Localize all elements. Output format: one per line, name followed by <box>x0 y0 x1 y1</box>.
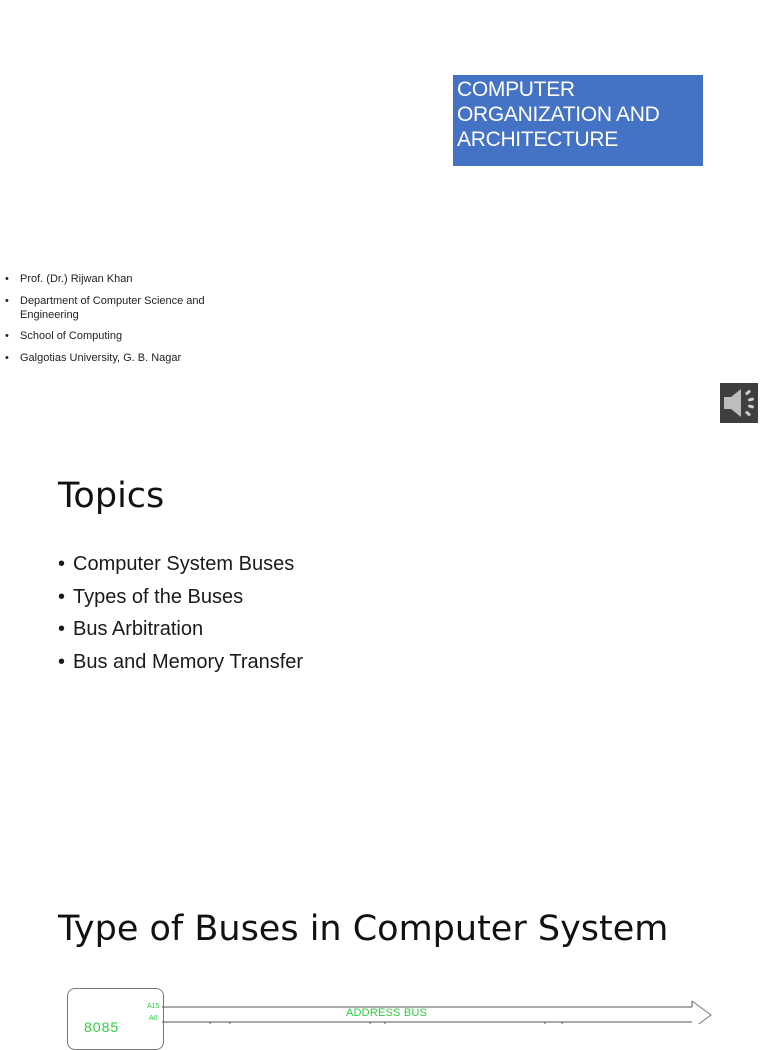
author-school: • School of Computing <box>0 329 225 343</box>
author-info-list <box>0 272 240 372</box>
slide-title <box>0 0 768 432</box>
topics-list <box>58 548 303 678</box>
address-bus-label: ADDRESS BUS <box>346 1007 428 1019</box>
bus-diagram <box>0 984 768 1035</box>
course-title-line-1: COMPUTER <box>457 78 575 101</box>
author-department: • Department of Computer Science and Engineering <box>0 294 225 322</box>
pin-label-a15: A15 <box>147 1003 160 1010</box>
speaker-icon <box>720 383 758 423</box>
pin-label-a0: A0 <box>149 1015 158 1022</box>
author-name: • Prof. (Dr.) Rijwan Khan <box>0 272 225 286</box>
bus-types-heading: Type of Buses in Computer System <box>58 909 669 949</box>
course-title-line-3: ARCHITECTURE <box>457 128 618 151</box>
course-title-line-2: ORGANIZATION AND <box>457 103 660 126</box>
topics-heading: Topics <box>58 476 165 516</box>
cpu-label: 8085 <box>84 1019 120 1035</box>
topic-item: • Bus and Memory Transfer <box>58 646 303 679</box>
audio-play-button[interactable] <box>720 383 758 423</box>
slide-topics <box>0 432 768 864</box>
topic-item: • Bus Arbitration <box>58 613 303 646</box>
slide-bus-types <box>0 864 768 1035</box>
topic-item: • Computer System Buses <box>58 548 303 581</box>
course-title-box <box>453 75 703 166</box>
author-university: • Galgotias University, G. B. Nagar <box>0 351 225 365</box>
topic-item: • Types of the Buses <box>58 581 303 614</box>
